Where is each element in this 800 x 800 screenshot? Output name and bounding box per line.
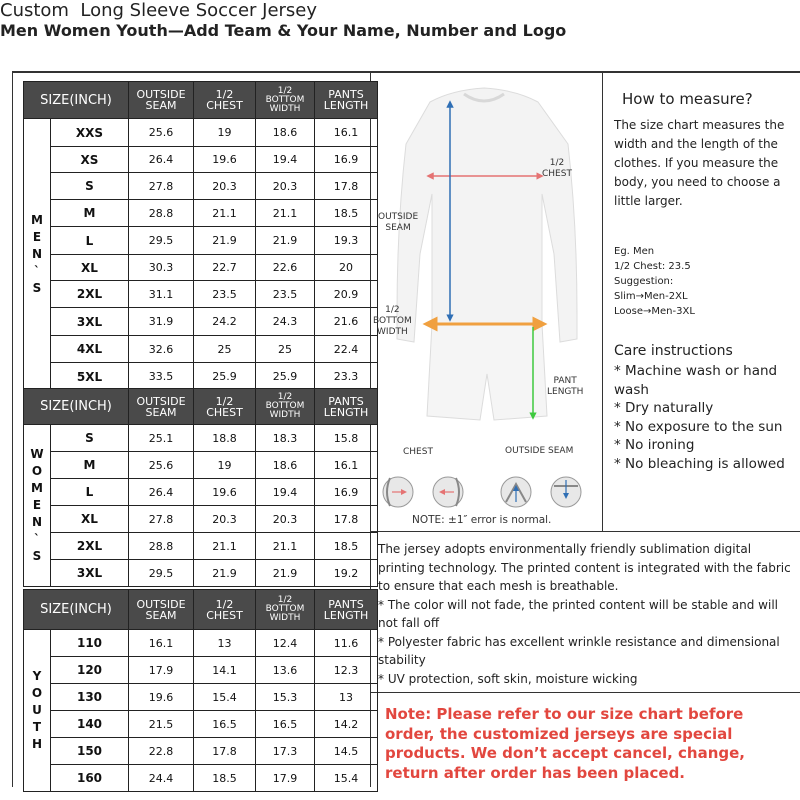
pants-length-cell: 13 [315,684,378,711]
pants-length-cell: 15.8 [315,425,378,452]
jersey-shape [397,88,577,342]
outside-seam-cell: 25.1 [129,425,194,452]
chest-cell: 20.3 [194,506,256,533]
table-row [24,506,378,533]
shorts-shape [427,324,547,420]
size-cell: M [51,200,129,227]
chest-cell: 21.9 [194,227,256,255]
outside-seam-caption: OUTSIDE SEAM [505,446,574,456]
outside-seam-cell: 26.4 [129,147,194,173]
pants-length-cell: 12.3 [315,657,378,684]
table-row [24,173,378,200]
chest-header [194,590,256,630]
bottom-width-cell: 17.3 [256,738,315,765]
group-label-letter: W [30,447,44,461]
outside-seam-label: OUTSIDE SEAM [378,212,419,233]
size-header: SIZE(INCH) [24,590,129,630]
header-line: BOTTOM [265,401,305,411]
table-row [24,281,378,308]
error-note: NOTE: ±1″ error is normal. [412,514,552,526]
outside-seam-cell: 31.1 [129,281,194,308]
table-row [24,479,378,506]
table-row [24,452,378,479]
table-row [24,738,378,765]
measure-example [614,244,794,319]
table-row [24,684,378,711]
care-item: * Machine wash or hand wash [614,363,778,398]
size-header: SIZE(INCH) [24,82,129,119]
header-line: PANTS [328,597,364,611]
pants-length-cell: 23.3 [315,363,378,391]
pants-length-cell: 16.9 [315,479,378,506]
fabric-point: * UV protection, soft skin, moisture wicking [378,671,638,686]
size-header: SIZE(INCH) [24,389,129,425]
example-line: 1/2 Chest: 23.5 [614,261,691,272]
header-line: WIDTH [269,410,301,420]
bottom-width-label: 1/2 BOTTOM WIDTH [373,305,412,337]
size-cell: 130 [51,684,129,711]
group-label [24,630,51,792]
header-line: LENGTH [323,608,369,622]
header-line: CHEST [206,405,243,419]
header-line: CHEST [206,608,243,622]
header-line: 1/2 [215,88,234,101]
group-label-letter: O [31,464,43,478]
chest-cell: 17.8 [194,738,256,765]
bottom-width-cell: 21.9 [256,560,315,587]
pants-length-cell: 18.5 [315,533,378,560]
care-item: * No exposure to the sun [614,418,783,435]
chest-cell: 21.1 [194,200,256,227]
outside-seam-cell: 33.5 [129,363,194,391]
table-row [24,425,378,452]
size-cell: 4XL [51,336,129,363]
header-line: LENGTH [323,405,369,419]
pants-length-cell: 18.5 [315,200,378,227]
size-cell: XXS [51,119,129,147]
jersey-diagram [372,74,602,530]
outside-seam-cell: 17.9 [129,657,194,684]
care-list [614,362,800,473]
pants-length-cell: 16.1 [315,119,378,147]
outside-seam-cell: 27.8 [129,173,194,200]
fabric-description [378,540,798,688]
header-line: CHEST [206,99,243,112]
size-cell: L [51,227,129,255]
group-label-letter: T [32,720,42,734]
group-label-letter: N [31,247,43,261]
pants-length-cell: 22.4 [315,336,378,363]
example-line: Loose→Men-3XL [614,306,695,317]
how-to-measure-title: How to measure? [622,90,753,108]
chest-demo-icons [383,477,463,507]
page-subtitle: Men Women Youth—Add Team & Your Name, Number and Logo [0,21,567,40]
pants-length-cell: 14.5 [315,738,378,765]
pant-length-label: PANT LENGTH [547,376,584,397]
header-line: PANTS [328,88,364,101]
pants-length-cell: 15.4 [315,765,378,792]
outside-seam-cell: 28.8 [129,533,194,560]
outside-seam-cell: 22.8 [129,738,194,765]
bottom-width-cell: 24.3 [256,308,315,336]
size-table [23,81,378,391]
bottom-width-cell: 19.4 [256,147,315,173]
outside-seam-cell: 28.8 [129,200,194,227]
outside-seam-cell: 30.3 [129,255,194,281]
outside-seam-cell: 29.5 [129,227,194,255]
bottom-width-cell: 20.3 [256,173,315,200]
table-row [24,630,378,657]
chest-cell: 19 [194,119,256,147]
outside-seam-cell: 32.6 [129,336,194,363]
fabric-point: * Polyester fabric has excellent wrinkle resistance and dimensional stability [378,634,780,667]
bottom-width-cell: 21.1 [256,533,315,560]
pants-length-header [315,82,378,119]
top-border [12,71,800,73]
chest-cell: 24.2 [194,308,256,336]
group-label-letter: S [32,281,42,295]
outside-seam-cell: 24.4 [129,765,194,792]
example-line: Slim→Men-2XL [614,291,688,302]
example-line: Eg. Men [614,246,655,257]
table-row [24,147,378,173]
bottom-width-cell: 16.5 [256,711,315,738]
outside-seam-cell: 16.1 [129,630,194,657]
header-line: PANTS [328,394,364,408]
header-line: BOTTOM [265,604,305,614]
outside-seam-cell: 26.4 [129,479,194,506]
header-line: SEAM [145,405,177,419]
pants-length-cell: 16.1 [315,452,378,479]
group-label-letter: E [32,498,42,512]
table-row [24,119,378,147]
header-line: OUTSIDE [136,394,186,408]
chest-cell: 25 [194,336,256,363]
chest-cell: 21.1 [194,533,256,560]
outside-seam-cell: 25.6 [129,452,194,479]
size-cell: 5XL [51,363,129,391]
pants-length-header [315,590,378,630]
table-row [24,657,378,684]
size-cell: S [51,425,129,452]
bottom-width-cell: 19.4 [256,479,315,506]
table-row [24,765,378,792]
size-cell: 3XL [51,308,129,336]
bottom-width-cell: 18.3 [256,425,315,452]
table-row [24,533,378,560]
care-item: * Dry naturally [614,400,714,416]
chest-caption: CHEST [403,447,433,457]
outside-seam-cell: 25.6 [129,119,194,147]
header-line: SEAM [145,99,177,112]
group-label [24,425,51,587]
chest-cell: 15.4 [194,684,256,711]
bottom-width-cell: 17.9 [256,765,315,792]
group-label-letter: H [31,737,43,751]
table-row [24,336,378,363]
bottom-width-cell: 18.6 [256,119,315,147]
group-label [24,119,51,391]
bottom-width-header [256,82,315,119]
outside-seam-header [129,82,194,119]
pants-length-cell: 11.6 [315,630,378,657]
pants-length-header [315,389,378,425]
chest-cell: 18.5 [194,765,256,792]
header-line: 1/2 [215,597,234,611]
group-label-letter: O [31,686,43,700]
pants-length-cell: 16.9 [315,147,378,173]
left-border [12,71,13,787]
size-cell: 3XL [51,560,129,587]
pants-length-cell: 14.2 [315,711,378,738]
size-cell: XS [51,147,129,173]
chest-cell: 22.7 [194,255,256,281]
chest-cell: 23.5 [194,281,256,308]
chest-header [194,389,256,425]
group-label-letter: Y [32,669,42,683]
pants-length-cell: 17.8 [315,173,378,200]
group-label-letter: ` [34,264,40,278]
chest-cell: 20.3 [194,173,256,200]
chest-cell: 14.1 [194,657,256,684]
outside-seam-header [129,590,194,630]
table-row [24,227,378,255]
chest-cell: 13 [194,630,256,657]
size-table [23,589,378,792]
outside-seam-cell: 21.5 [129,711,194,738]
size-cell: 120 [51,657,129,684]
fabric-bottom-border [370,692,800,693]
size-cell: S [51,173,129,200]
group-label-letter: ` [34,532,40,546]
size-table [23,388,378,587]
care-title: Care instructions [614,343,733,359]
size-cell: M [51,452,129,479]
header-line: 1/2 [277,392,293,402]
diagram-divider [602,71,603,531]
order-note: Note: Please refer to our size chart before order, the customized jerseys are special products. We don’t accept cancel, change, return after order has been placed. [385,705,745,782]
pants-length-cell: 17.8 [315,506,378,533]
bottom-width-cell: 20.3 [256,506,315,533]
chest-header [194,82,256,119]
group-label-letter: U [32,703,42,717]
chest-label: 1/2 CHEST [542,158,572,179]
group-label-letter: E [32,230,42,244]
header-line: 1/2 [215,394,234,408]
header-line: BOTTOM [265,94,305,105]
bottom-width-cell: 22.6 [256,255,315,281]
pants-length-cell: 21.6 [315,308,378,336]
size-cell: 140 [51,711,129,738]
pants-length-cell: 20 [315,255,378,281]
outside-seam-demo-icons [501,477,581,507]
group-label-letter: M [31,213,43,227]
bottom-width-cell: 13.6 [256,657,315,684]
table-row [24,308,378,336]
group-label-letter: S [32,549,42,563]
fabric-paragraph: The jersey adopts environmentally friendly sublimation digital printing technology. The printed content is integrated with the fabric to ensure that each mesh is breathable. [378,542,791,593]
chest-cell: 19.6 [194,479,256,506]
bottom-width-cell: 18.6 [256,452,315,479]
chest-cell: 21.9 [194,560,256,587]
fabric-point: * The color will not fade, the printed content will be stable and will not fall off [378,597,779,630]
size-cell: 150 [51,738,129,765]
chest-cell: 19.6 [194,147,256,173]
how-to-measure-text: The size chart measures the width and the length of the clothes. If you measure the body, you need to choose a little larger. [614,118,785,208]
pants-length-cell: 19.2 [315,560,378,587]
size-cell: 110 [51,630,129,657]
page-title: Custom Long Sleeve Soccer Jersey [0,0,318,21]
outside-seam-header [129,389,194,425]
table-row [24,711,378,738]
header-line: LENGTH [323,99,369,112]
header-line: WIDTH [269,103,301,114]
header-line: 1/2 [277,595,293,605]
table-row [24,255,378,281]
size-cell: XL [51,506,129,533]
outside-seam-cell: 27.8 [129,506,194,533]
bottom-width-header [256,590,315,630]
bottom-width-cell: 15.3 [256,684,315,711]
size-cell: 2XL [51,281,129,308]
header-line: SEAM [145,608,177,622]
header-line: OUTSIDE [136,597,186,611]
outside-seam-cell: 31.9 [129,308,194,336]
size-cell: 160 [51,765,129,792]
chest-cell: 19 [194,452,256,479]
size-cell: XL [51,255,129,281]
care-item: * No ironing [614,437,695,453]
bottom-width-cell: 12.4 [256,630,315,657]
table-row [24,200,378,227]
outside-seam-cell: 29.5 [129,560,194,587]
header-line: WIDTH [269,613,301,623]
table-row [24,560,378,587]
pants-length-cell: 20.9 [315,281,378,308]
bottom-width-header [256,389,315,425]
chest-cell: 25.9 [194,363,256,391]
care-item: * No bleaching is allowed [614,455,785,472]
size-cell: 2XL [51,533,129,560]
bottom-width-cell: 25.9 [256,363,315,391]
bottom-width-cell: 25 [256,336,315,363]
header-line: OUTSIDE [136,88,186,101]
size-cell: L [51,479,129,506]
table-row [24,363,378,391]
bottom-width-cell: 21.9 [256,227,315,255]
diagram-bottom-border [370,531,800,532]
pants-length-cell: 19.3 [315,227,378,255]
group-label-letter: N [31,515,43,529]
chest-cell: 18.8 [194,425,256,452]
bottom-width-cell: 21.1 [256,200,315,227]
chest-cell: 16.5 [194,711,256,738]
bottom-width-cell: 23.5 [256,281,315,308]
example-line: Suggestion: [614,276,674,287]
outside-seam-cell: 19.6 [129,684,194,711]
header-line: 1/2 [277,85,293,96]
group-label-letter: M [31,481,43,495]
